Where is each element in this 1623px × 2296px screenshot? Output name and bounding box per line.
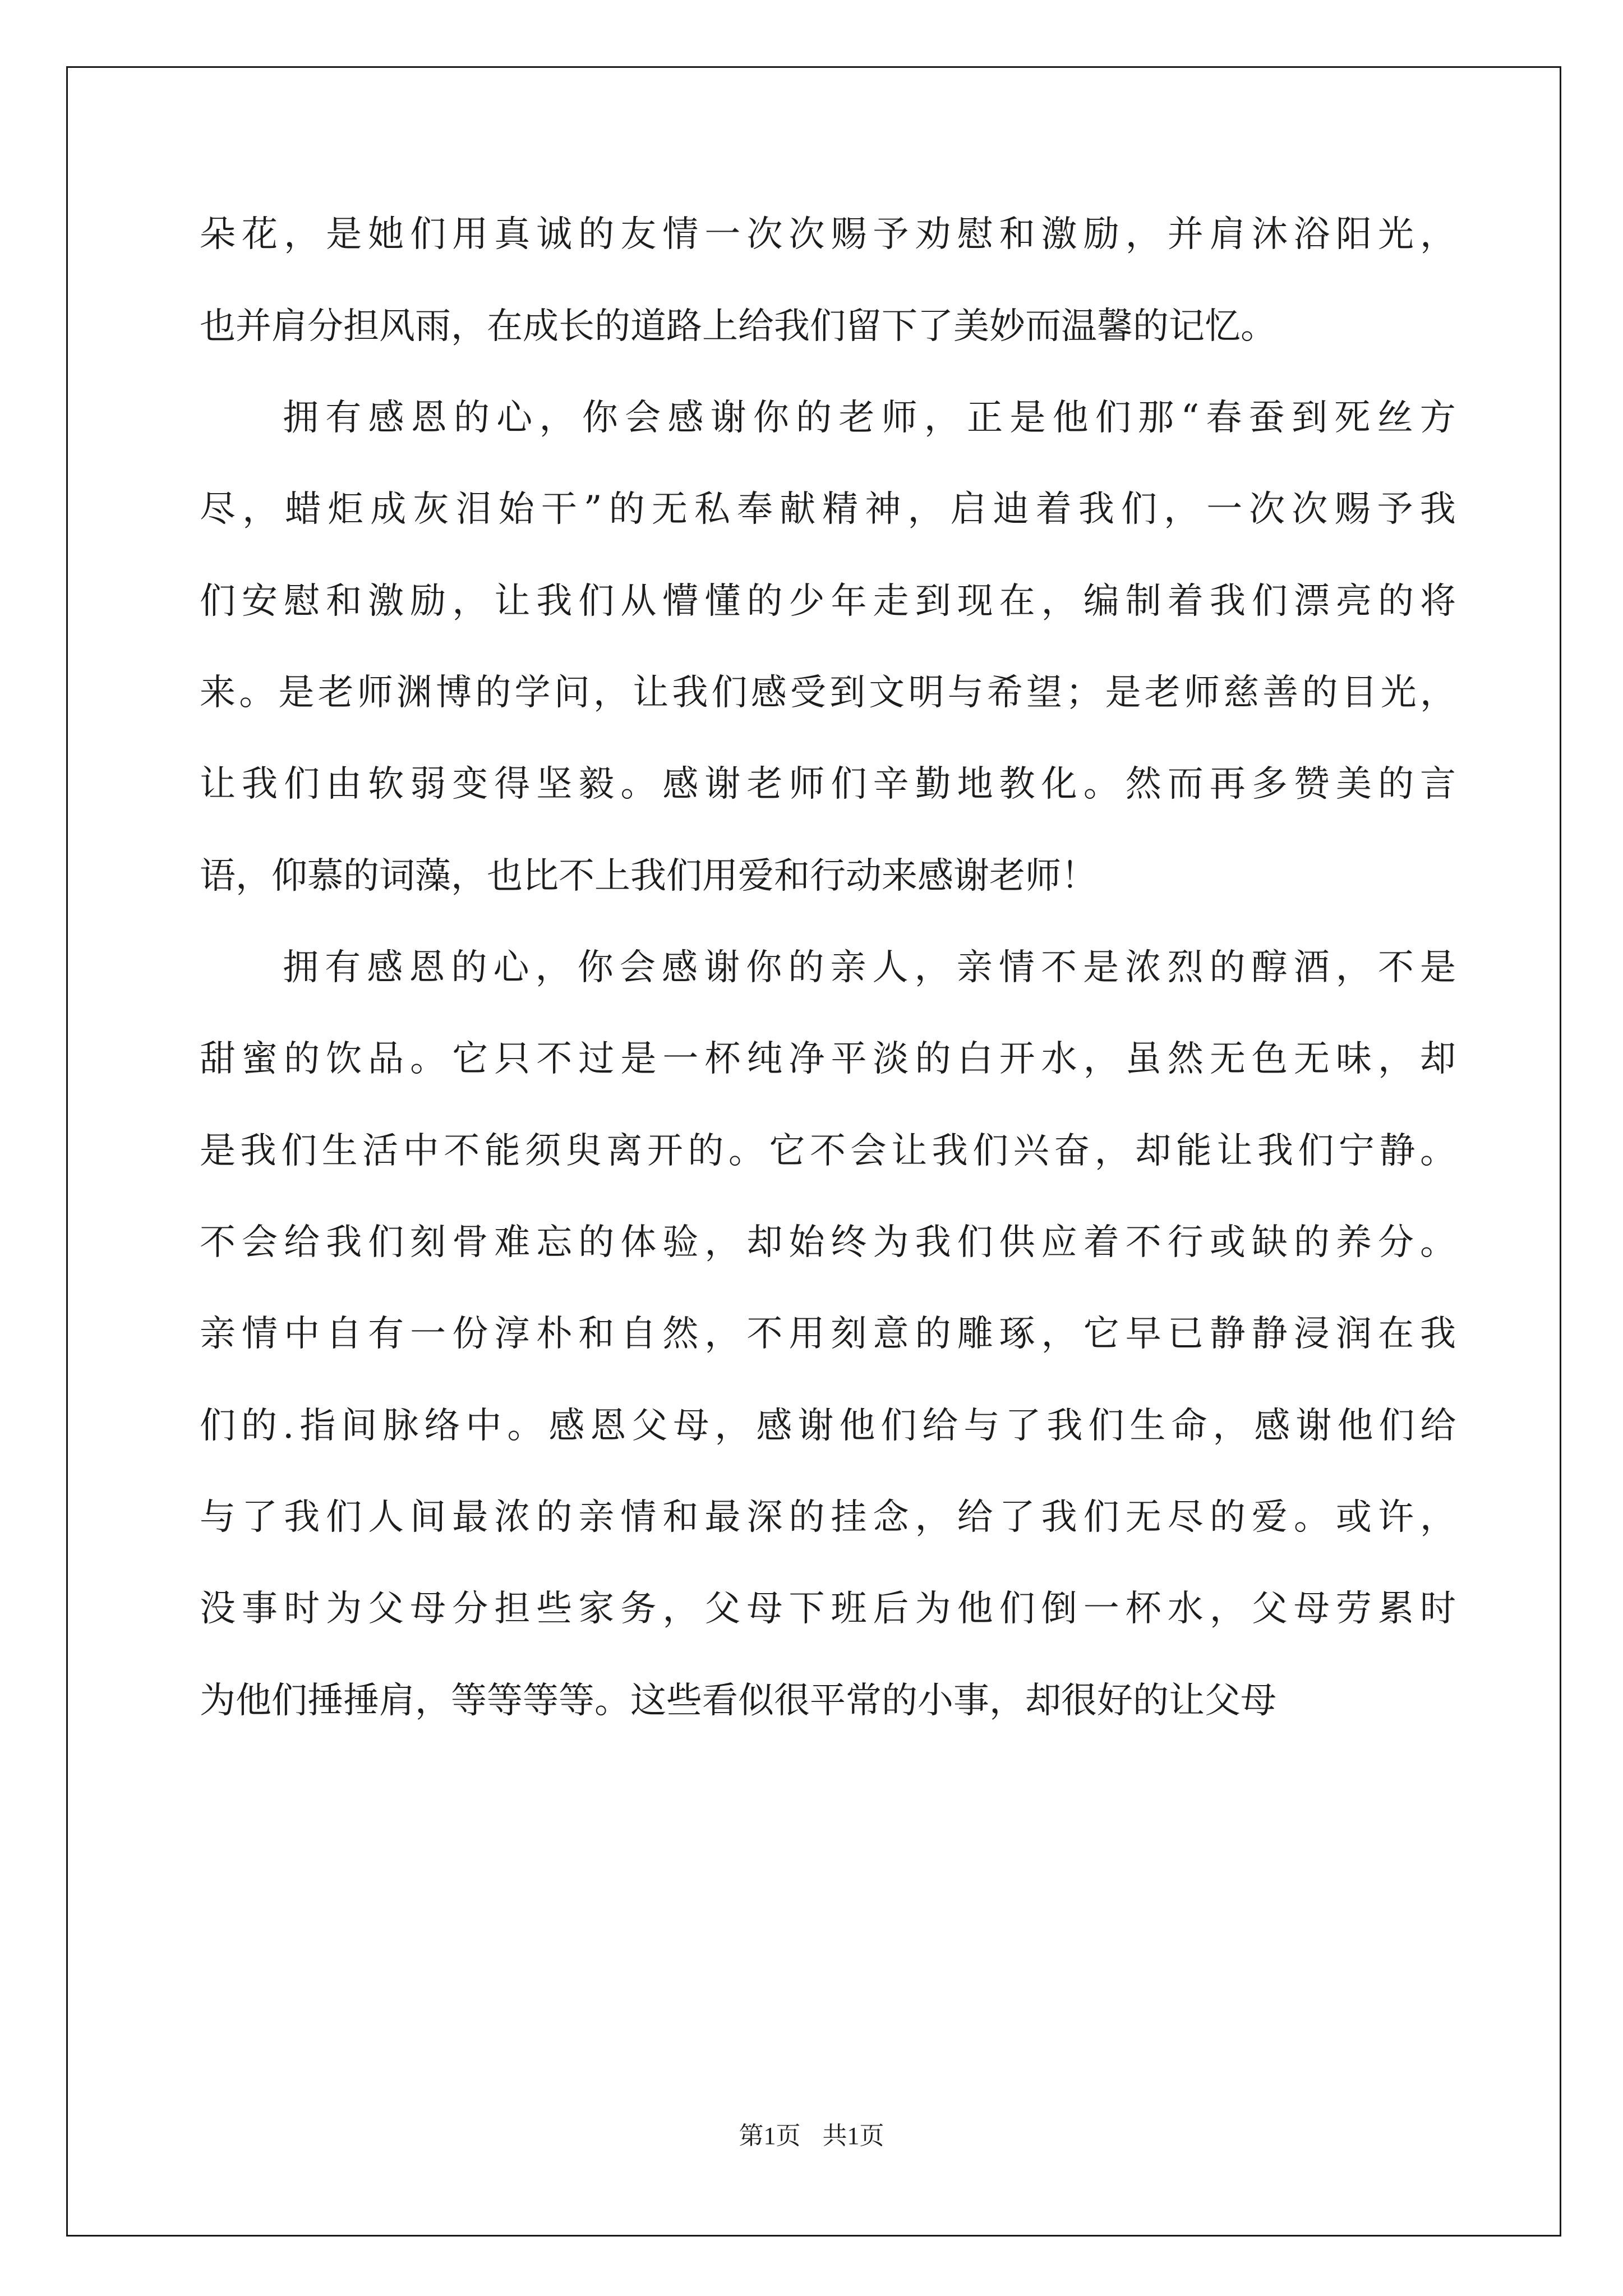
text-line: 语，仰慕的词藻，也比不上我们用爱和行动来感谢老师！: [200, 855, 1097, 897]
text-line: 让我们由软弱变得坚毅。感谢老师们辛勤地教化。然而再多赞美的言: [200, 763, 1463, 805]
text-line: 是我们生活中不能须臾离开的。它不会让我们兴奋，却能让我们宁静。: [200, 1130, 1461, 1172]
text-line: 甜蜜的饮品。它只不过是一杯纯净平淡的白开水，虽然无色无味，却: [200, 1038, 1463, 1080]
page-footer: [0, 2119, 1623, 2153]
page-number: 第1页: [739, 2122, 801, 2150]
text-line: 为他们捶捶肩，等等等等。这些看似很平常的小事，却很好的让父母: [200, 1680, 1276, 1722]
text-line: 没事时为父母分担些家务，父母下班后为他们倒一杯水，父母劳累时: [200, 1588, 1463, 1630]
paragraph-start-line: 拥有感恩的心，你会感谢你的老师，正是他们那“春蚕到死丝方: [283, 397, 1463, 439]
text-line: 们的.指间脉络中。感恩父母，感谢他们给与了我们生命，感谢他们给: [200, 1405, 1462, 1447]
text-line: 来。是老师渊博的学问，让我们感受到文明与希望；是老师慈善的目光，: [200, 672, 1460, 714]
text-line: 朵花，是她们用真诚的友情一次次赐予劝慰和激励，并肩沐浴阳光，: [200, 214, 1463, 255]
page-total: 共1页: [822, 2122, 884, 2150]
text-line: 尽，蜡炬成灰泪始干”的无私奉献精神，启迪着我们，一次次赐予我: [200, 489, 1463, 530]
text-line: 亲情中自有一份淳朴和自然，不用刻意的雕琢，它早已静静浸润在我: [200, 1313, 1463, 1355]
paragraph-start-line: 拥有感恩的心，你会感谢你的亲人，亲情不是浓烈的醇酒，不是: [283, 947, 1463, 988]
text-line: 们安慰和激励，让我们从懵懂的少年走到现在，编制着我们漂亮的将: [200, 581, 1463, 622]
text-line: 与了我们人间最浓的亲情和最深的挂念，给了我们无尽的爱。或许，: [200, 1497, 1463, 1538]
text-line: 也并肩分担风雨，在成长的道路上给我们留下了美妙而温馨的记忆。: [200, 306, 1276, 347]
text-line: 不会给我们刻骨难忘的体验，却始终为我们供应着不行或缺的养分。: [200, 1222, 1463, 1263]
